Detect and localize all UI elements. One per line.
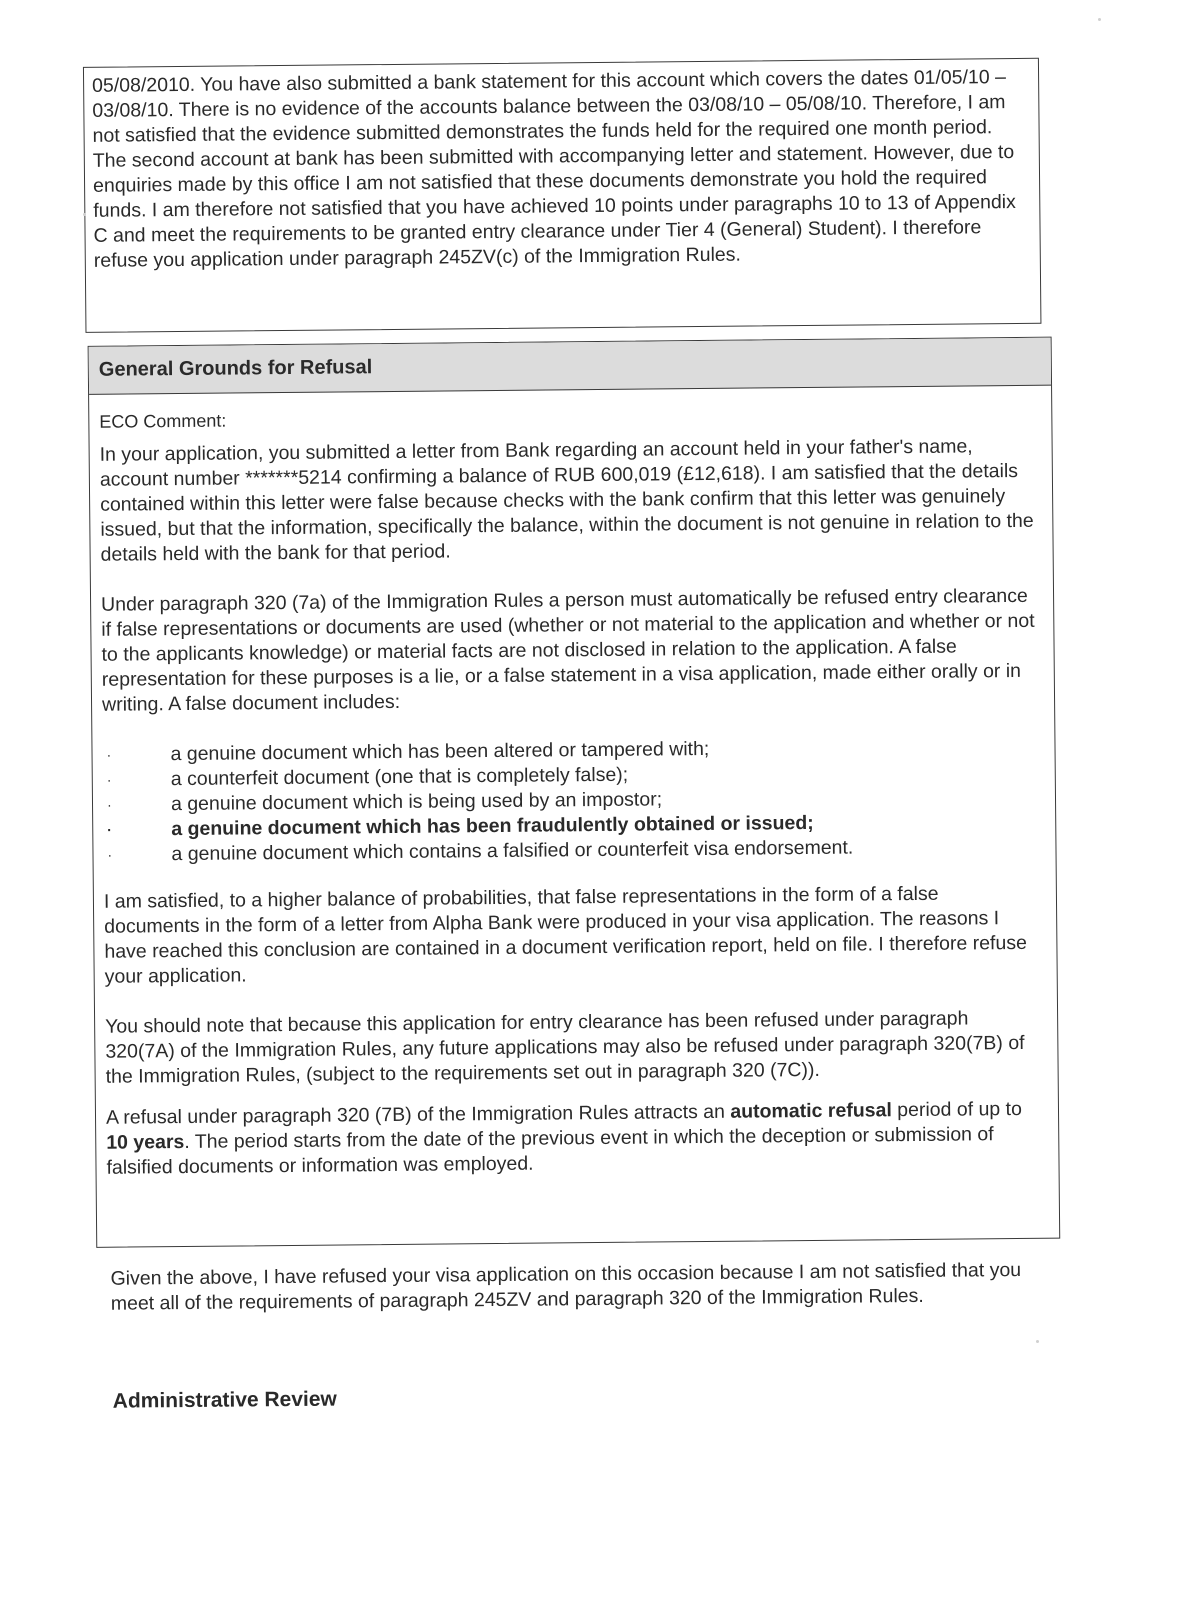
general-grounds-heading: General Grounds for Refusal bbox=[89, 338, 1051, 395]
list-item: · a genuine document which is being used by an impostor; bbox=[103, 784, 1037, 818]
future-applications-paragraph: You should note that because this application for entry clearance has been refused under paragraph 320(7A) of the Immigration Rules, any future applications may also be refused under paragraph 320(7B) of the Immigration Rules, (subject to the requirements set out in paragraph 320 (7C)). bbox=[105, 1007, 1025, 1088]
list-item: · a counterfeit document (one that is completely false); bbox=[103, 759, 1037, 793]
bullet-icon: · bbox=[107, 846, 113, 863]
funds-evidence-paragraph: 05/08/2010. You have also submitted a bank statement for this account which covers the dates 01/05/10 – 03/08/10. There is no evidence of the accounts balance between the 03/08/10 – 05/08/10. Therefore, I am not satisfied that the evidence submitted demonstrates the funds held for the required one month period. The second account at bank has been submitted with accompanying letter and statement. However, due to enquiries made by this office I am not satisfied that these documents demonstrate you hold the required funds. I am therefore not satisfied that you have achieved 10 points under paragraphs 10 to 13 of Appendix C and meet the requirements to be granted entry clearance under Tier 4 (General) Student). I therefore refuse you application under paragraph 245ZV(c) of the Immigration Rules. bbox=[92, 66, 1016, 272]
refusal-reasons-box bbox=[83, 58, 1042, 333]
bullet-icon: · bbox=[106, 771, 112, 788]
scan-speck bbox=[1098, 18, 1101, 21]
automatic-refusal-paragraph: A refusal under paragraph 320 (7B) of the Immigration Rules attracts an automatic refusal period of up to 10 years. The period starts from the date of the previous event in which the deception or submission of falsified documents or information was employed. bbox=[105, 1097, 1022, 1179]
general-grounds-body bbox=[89, 386, 1059, 1181]
false-document-list bbox=[102, 734, 1037, 868]
scan-speck bbox=[83, 213, 86, 216]
balance-of-probabilities-paragraph: I am satisfied, to a higher balance of probabilities, that false representations in the form of a false documents in the form of a letter from Alpha Bank were produced in your visa application. The reasons I have reached this conclusion are contained in a document verification report, held on file. I therefore refuse your application. bbox=[103, 882, 1027, 988]
bullet-icon: · bbox=[107, 821, 113, 838]
list-item: · a genuine document which has been fraudulently obtained or issued; bbox=[103, 809, 1037, 843]
list-item: · a genuine document which has been altered or tampered with; bbox=[102, 734, 1036, 768]
list-item: · a genuine document which contains a falsified or counterfeit visa endorsement. bbox=[103, 834, 1037, 868]
general-grounds-box bbox=[88, 337, 1061, 1248]
scan-speck bbox=[1036, 1340, 1039, 1343]
bullet-icon: · bbox=[106, 796, 112, 813]
eco-comment-label: ECO Comment: bbox=[99, 410, 227, 432]
administrative-review-heading: Administrative Review bbox=[112, 1387, 337, 1413]
bullet-icon: · bbox=[106, 746, 112, 763]
paragraph-320-7a-paragraph: Under paragraph 320 (7a) of the Immigration Rules a person must automatically be refused entry clearance if false representations or documents are used (whether or not material to the application and whether or not to the applicants knowledge) or material facts are not disclosed in relation to the application. A false representation for these purposes is a lie, or a false statement in a visa application, made either orally or in writing. A false document includes: bbox=[100, 584, 1035, 716]
bank-letter-paragraph: In your application, you submitted a letter from Bank regarding an account held in your father's name, account number *******5214 confirming a balance of RUB 600,019 (£12,618). I am satisfied that the details contained within this letter were false because checks with the bank confirm that this letter was genuinely issued, but that the information, specifically the balance, within the document is not genuine in relation to the details held with the bank for that period. bbox=[99, 435, 1034, 566]
conclusion-paragraph: Given the above, I have refused your visa application on this occasion because I am not satisfied that you meet all of the requirements of paragraph 245ZV and paragraph 320 of the Immigration Rules. bbox=[110, 1258, 1022, 1315]
